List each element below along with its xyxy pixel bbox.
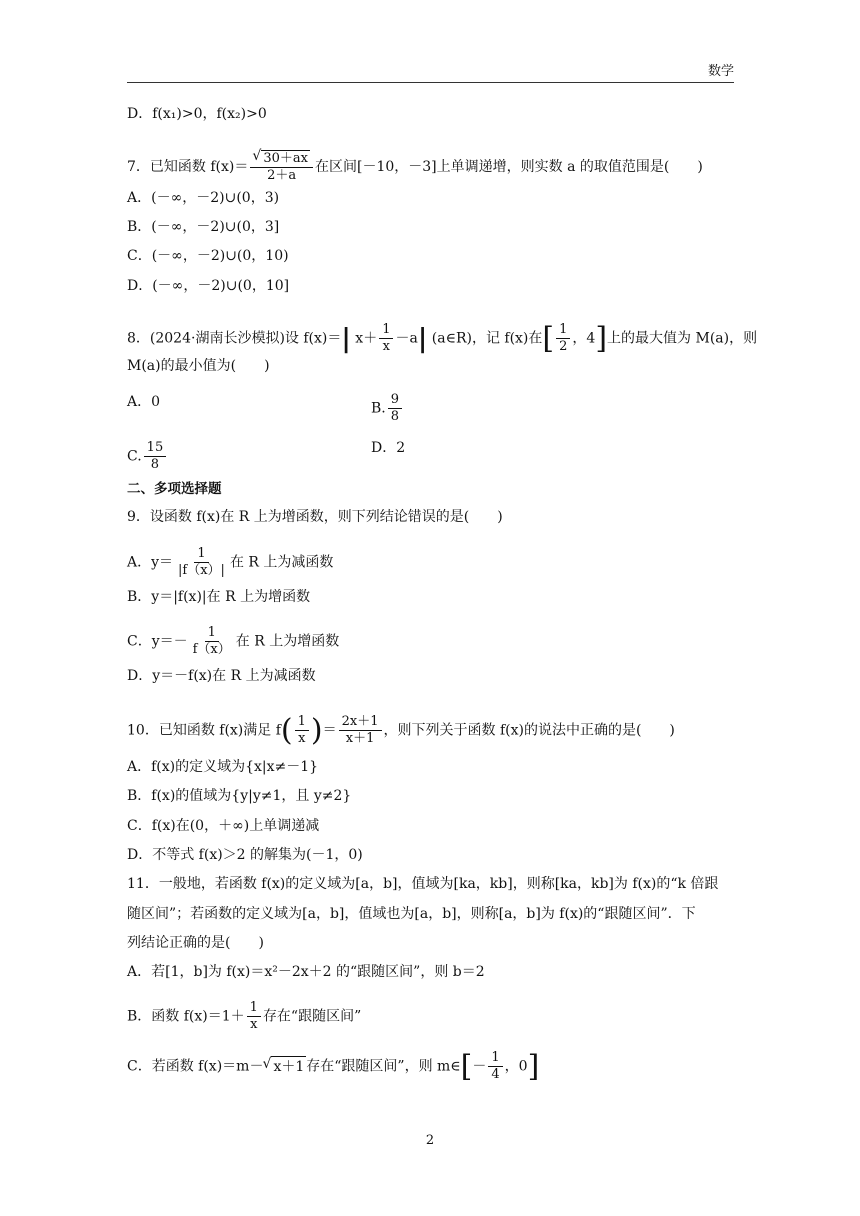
q8-abs-minus-a: －a [395,330,418,347]
q10-option-a: A．f(x)的定义域为{x|x≠－1} [127,759,319,775]
q11-option-b: B．函数 f(x)＝1＋ $\frac{1}{x}$ 存在“跟随区间” [127,1000,362,1032]
q8b-fraction: $\frac{9}{8}$ [388,392,402,425]
page-number: 2 [425,1133,435,1148]
q11-option-c: C．若函数 f(x)＝m－√ x＋1 存在“跟随区间”，则 m∈[－ $\frac{1}{4}$ ，0] [127,1050,539,1083]
q9-option-d: D．y＝－f(x)在 R 上为减函数 [127,668,316,684]
q10-option-b: B．f(x)的值域为{y|y≠1，且 y≠2} [127,788,352,804]
q8-option-c: C. $\frac{15}{8}$ [127,440,168,473]
q7-denominator: 2＋a [267,168,297,183]
q8-option-a: A．0 [127,394,161,410]
question-7 [127,150,703,184]
q11c-fraction: $\frac{1}{4}$ [488,1050,502,1083]
q9c-fraction: $\frac{1}{f(x)}$ [192,625,231,657]
q8-stem-start: 8．(2024·湖南长沙模拟)设 f(x)＝ [127,330,342,347]
q11-option-a: A．若[1，b]为 f(x)＝x²－2x＋2 的“跟随区间”，则 b＝2 [127,964,485,980]
subject-label: 数学 [707,64,734,79]
q7-fraction [250,150,313,184]
q7-stem-end: 在区间[－10，－3]上单调递增，则实数 a 的取值范围是( ) [314,159,703,175]
q9-option-a: A．y＝ $\frac{1}{|f(x)|}$ 在 R 上为减函数 [127,546,334,578]
q9-option-c: C．y＝－ $\frac{1}{f(x)}$ 在 R 上为增函数 [127,625,340,657]
q8-abs-fraction: $\frac{1}{x}$ [379,322,393,355]
abs-bar-right: | [417,323,428,354]
q8-interval-end: ，4 [572,330,596,347]
q11b-fraction: $\frac{1}{x}$ [247,1000,261,1033]
q8c-fraction: $\frac{15}{8}$ [144,440,167,473]
section-heading-multi-choice: 二、多项选择题 [127,481,222,497]
header-rule [127,82,734,83]
question-11-line-2: 随区间”；若函数的定义域为[a，b]，值域也为[a，b]，则称[a，b]为 f(x)的“跟随区间”．下 [127,906,696,922]
q7-stem-start: 7．已知函数 f(x)＝ [127,159,249,175]
q6-option-d: D．f(x₁)>0，f(x₂)>0 [127,106,267,122]
q10-fraction: $\frac{2x+1}{x+1}$ [339,714,382,747]
bracket-left: [ [542,320,555,356]
q8-stem-mid: (a∈R)，记 f(x)在 [431,330,543,347]
q10-option-d: D．不等式 f(x)＞2 的解集为(－1，0) [127,847,363,863]
bracket-right: ] [595,320,608,356]
q7-option-a: A．(－∞，－2)∪(0，3) [127,190,280,206]
q9-option-b: B．y＝|f(x)|在 R 上为增函数 [127,589,311,605]
q8-option-b: B. $\frac{9}{8}$ [371,392,404,425]
question-8 [127,322,757,355]
question-10: 10．已知函数 f(x)满足 f( $\frac{1}{x}$ )＝ $\frac{2x+1}{x+1}$ ，则下列关于函数 f(x)的说法中正确的是( ) [127,712,675,748]
q11c-sqrt: √ x＋1 [271,1056,306,1077]
question-9: 9．设函数 f(x)在 R 上为增函数，则下列结论错误的是( ) [127,509,503,525]
q10-option-c: C．f(x)在(0，＋∞)上单调递减 [127,818,320,834]
q8-line-2: M(a)的最小值为( ) [127,358,270,374]
question-11-line-1: 11．一般地，若函数 f(x)的定义域为[a，b]，值域为[ka，kb]，则称[ka，kb]为 f(x)的“k 倍跟 [127,876,719,892]
q7-option-c: C．(－∞，－2)∪(0，10) [127,248,289,264]
question-11-line-3: 列结论正确的是( ) [127,935,264,951]
q8-interval-fraction: $\frac{1}{2}$ [556,322,570,355]
q8-option-d: D．2 [371,440,406,456]
q9a-fraction: $\frac{1}{|f(x)|}$ [178,546,225,578]
q8-stem-end: 上的最大值为 M(a)，则 [607,330,758,347]
q7-sqrt: √ 30＋ax [261,150,310,167]
q7-option-b: B．(－∞，－2)∪(0，3] [127,219,280,235]
q7-option-d: D．(－∞，－2)∪(0，10] [127,278,290,294]
q10-arg-fraction: $\frac{1}{x}$ [295,714,309,747]
q8-abs-x: x＋ [355,330,378,347]
abs-bar-left: | [341,323,351,354]
